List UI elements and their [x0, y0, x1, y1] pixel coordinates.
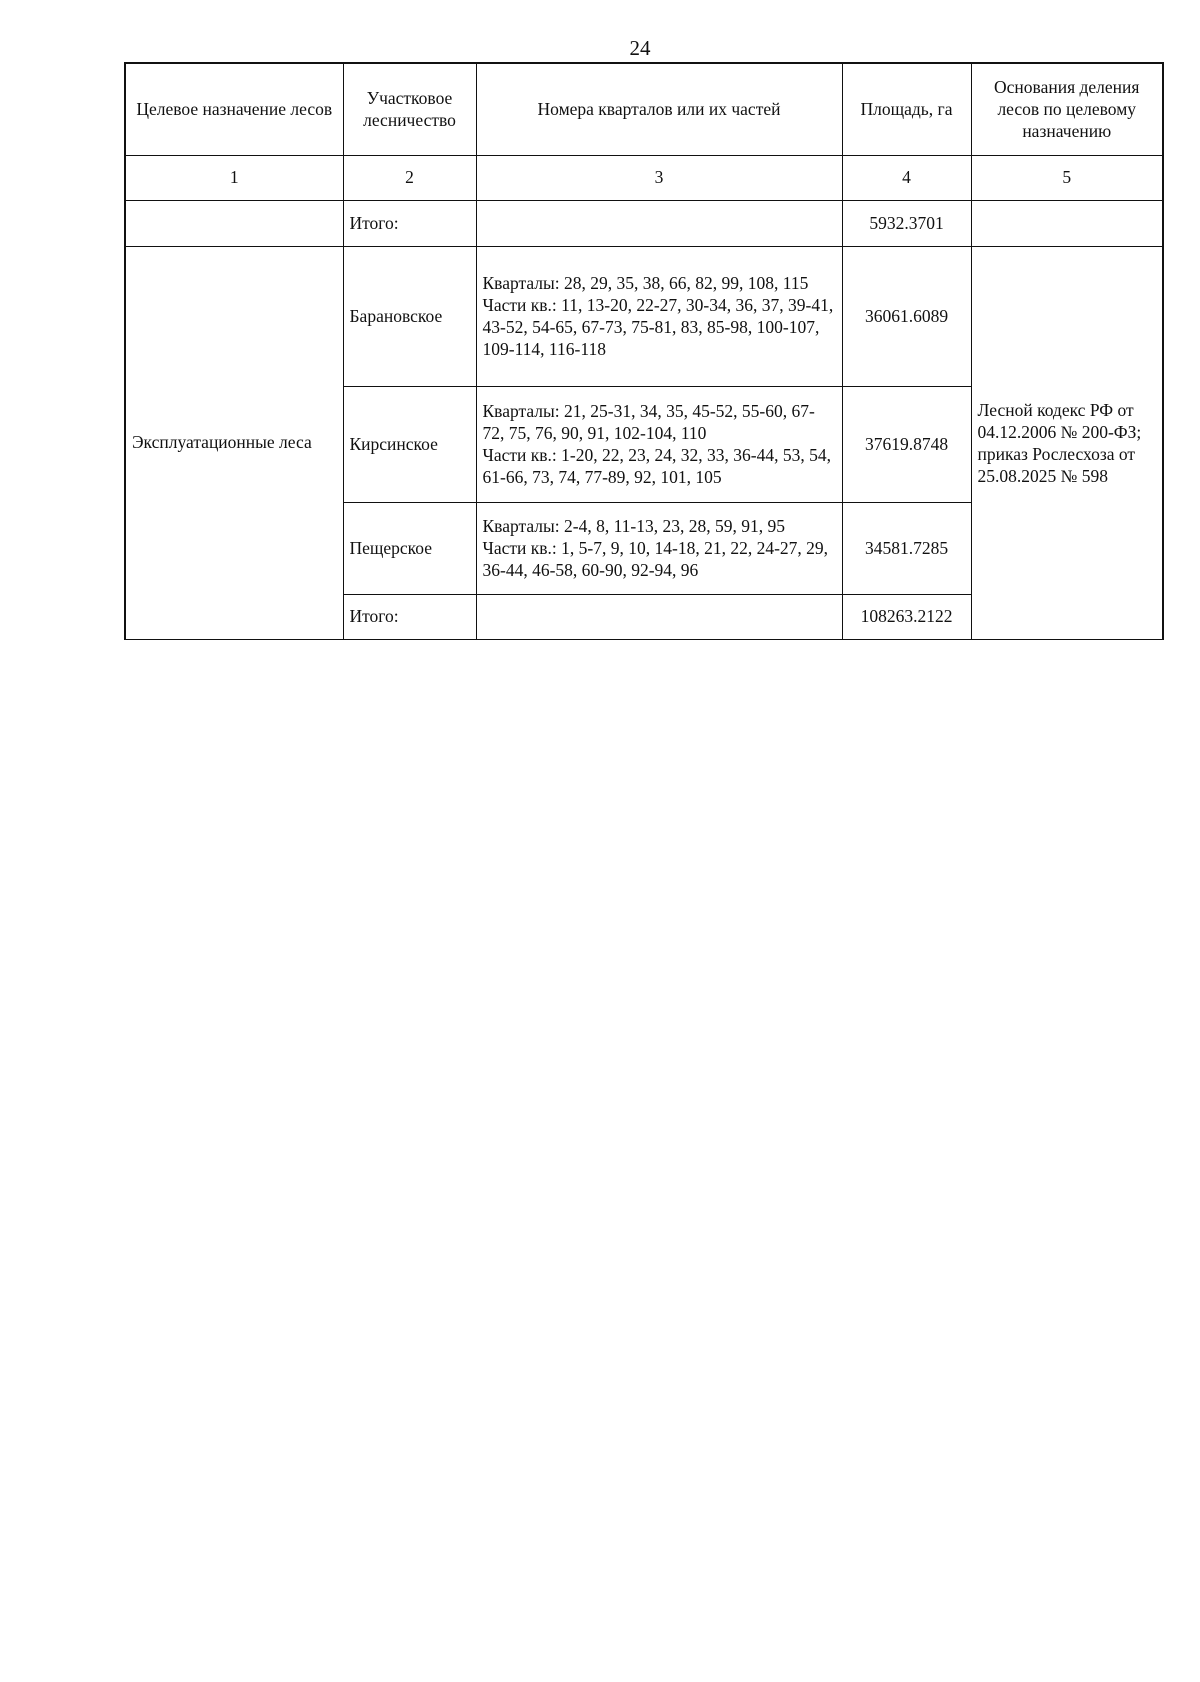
quarters-list: Кварталы: 2-4, 8, 11-13, 23, 28, 59, 91, 95	[482, 516, 786, 536]
header-area: Площадь, га	[842, 63, 971, 155]
empty-cell	[476, 200, 842, 246]
quarters-cell	[476, 386, 842, 502]
area-value: 34581.7285	[842, 502, 971, 594]
area-value: 36061.6089	[842, 246, 971, 386]
area-value: 37619.8748	[842, 386, 971, 502]
quarters-list: Кварталы: 21, 25-31, 34, 35, 45-52, 55-60, 67-72, 75, 76, 90, 91, 102-104, 110	[482, 401, 815, 443]
forestry-name: Пещерское	[343, 502, 476, 594]
basis-cell: Лесной кодекс РФ от 04.12.2006 № 200-ФЗ; приказ Рослесхоза от 25.08.2025 № 598	[971, 246, 1163, 639]
header-row	[125, 63, 1163, 155]
column-number: 4	[842, 155, 971, 200]
column-number: 1	[125, 155, 343, 200]
header-forestry: Участковое лесничество	[343, 63, 476, 155]
quarters-cell	[476, 246, 842, 386]
header-quarters: Номера кварталов или их частей	[476, 63, 842, 155]
header-purpose: Целевое назначение лесов	[125, 63, 343, 155]
section-total-label: Итого:	[343, 594, 476, 639]
forest-purpose-table	[124, 62, 1164, 640]
quarter-parts-list: Части кв.: 1-20, 22, 23, 24, 32, 33, 36-44, 53, 54, 61-66, 73, 74, 77-89, 92, 101, 105	[482, 445, 831, 487]
column-number: 3	[476, 155, 842, 200]
quarters-list: Кварталы: 28, 29, 35, 38, 66, 82, 99, 108, 115	[482, 273, 809, 293]
column-number: 2	[343, 155, 476, 200]
purpose-cell: Эксплуатационные леса	[125, 246, 343, 639]
page-number: 24	[629, 36, 651, 60]
column-number: 5	[971, 155, 1163, 200]
empty-cell	[476, 594, 842, 639]
prev-total-row	[125, 200, 1163, 246]
quarter-parts-list: Части кв.: 1, 5-7, 9, 10, 14-18, 21, 22, 24-27, 29, 36-44, 46-58, 60-90, 92-94, 96	[482, 538, 829, 580]
quarter-parts-list: Части кв.: 11, 13-20, 22-27, 30-34, 36, 37, 39-41, 43-52, 54-65, 67-73, 75-81, 83, 85-98, 100-107, 109-114, 116-118	[482, 295, 834, 359]
forestry-name: Барановское	[343, 246, 476, 386]
quarters-cell	[476, 502, 842, 594]
column-numbers-row	[125, 155, 1163, 200]
empty-cell	[125, 200, 343, 246]
header-basis: Основания деления лесов по целевому назначению	[971, 63, 1163, 155]
prev-total-area: 5932.3701	[842, 200, 971, 246]
section-total-area: 108263.2122	[842, 594, 971, 639]
forestry-name: Кирсинское	[343, 386, 476, 502]
empty-cell	[971, 200, 1163, 246]
table-row	[125, 246, 1163, 386]
prev-total-label: Итого:	[343, 200, 476, 246]
